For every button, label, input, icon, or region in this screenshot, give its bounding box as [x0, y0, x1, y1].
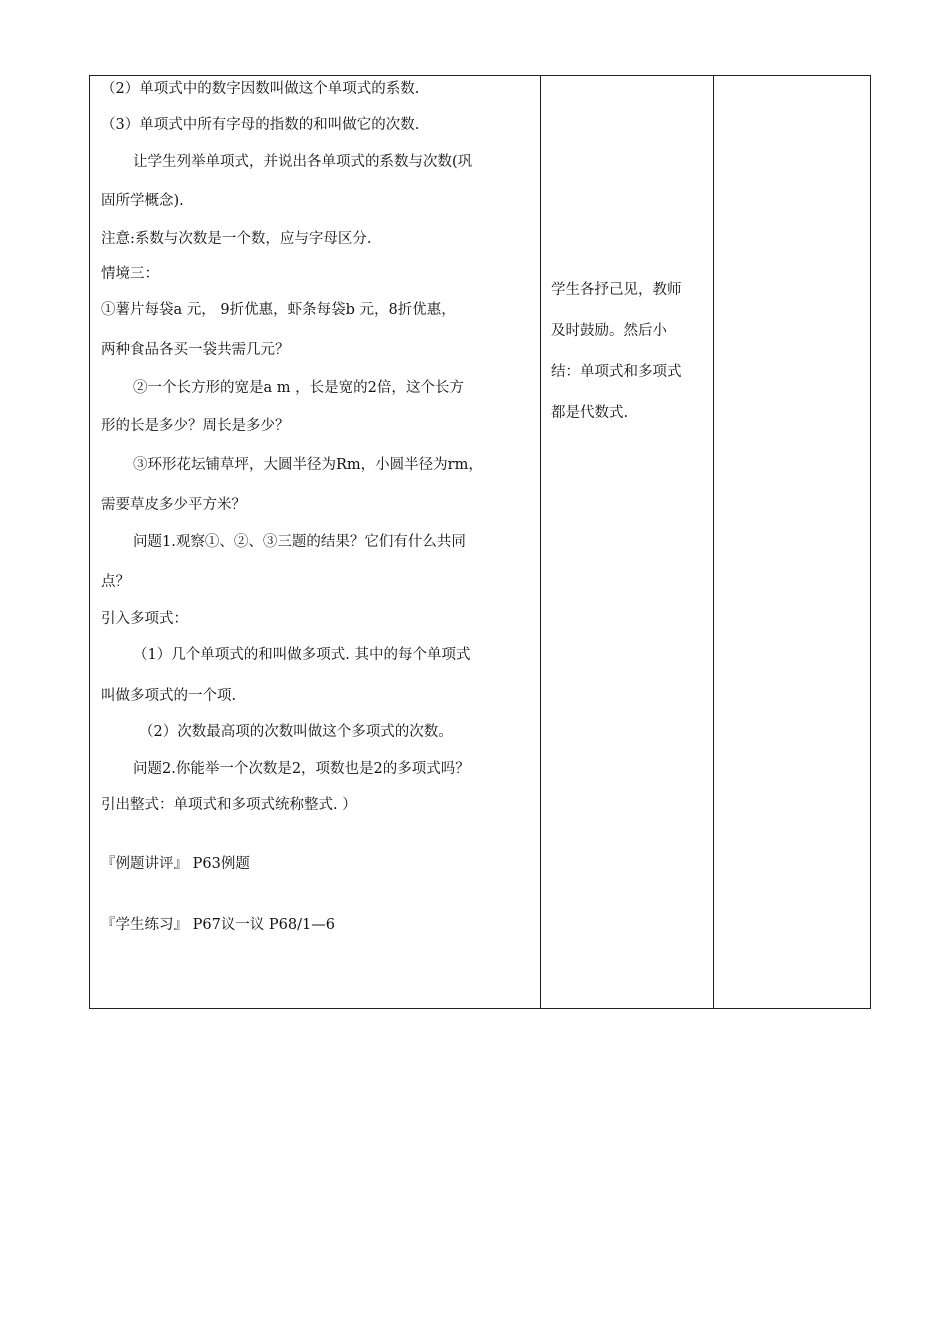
content-line: （3）单项式中所有字母的指数的和叫做它的次数. — [101, 117, 420, 133]
content-line: 问题1.观察①、②、③三题的结果？它们有什么共同 — [133, 534, 466, 550]
empty-cell — [714, 76, 871, 1009]
content-cell — [90, 76, 541, 1009]
content-line: 让学生列举单项式，并说出各单项式的系数与次数(巩 — [133, 154, 473, 170]
content-line: 『学生练习』 P67议一议 P68/1—6 — [101, 917, 335, 933]
content-line: 引出整式：单项式和多项式统称整式. ） — [101, 797, 357, 813]
content-line: 需要草皮多少平方米？ — [101, 497, 246, 513]
note-cell — [541, 76, 714, 1009]
content-line: 注意:系数与次数是一个数，应与字母区分. — [101, 231, 372, 247]
content-line: 两种食品各买一袋共需几元？ — [101, 342, 290, 358]
content-line: 固所学概念). — [101, 193, 184, 209]
content-line: 『例题讲评』 P63例题 — [101, 856, 250, 872]
content-line: ③环形花坛铺草坪，大圆半径为Rm，小圆半径为rm， — [133, 457, 483, 473]
content-line: （2）单项式中的数字因数叫做这个单项式的系数. — [101, 81, 420, 97]
content-line: 形的长是多少？周长是多少？ — [101, 418, 290, 434]
content-line: 点？ — [101, 574, 130, 590]
content-line: ①薯片每袋a 元， 9折优惠，虾条每袋b 元，8折优惠， — [101, 302, 456, 318]
content-line: 引入多项式： — [101, 611, 188, 627]
content-line: （1）几个单项式的和叫做多项式. 其中的每个单项式 — [133, 647, 471, 663]
table-row — [90, 76, 871, 1009]
content-line: 情境三： — [101, 266, 159, 282]
note-line: 学生各抒己见，教师 — [551, 282, 682, 298]
content-line: 叫做多项式的一个项. — [101, 688, 237, 704]
content-line: 问题2.你能举一个次数是2，项数也是2的多项式吗？ — [133, 761, 470, 777]
note-line: 都是代数式. — [551, 405, 629, 421]
note-line: 结：单项式和多项式 — [551, 364, 682, 380]
content-line: ②一个长方形的宽是a m ，长是宽的2倍，这个长方 — [133, 380, 464, 396]
content-line: （2）次数最高项的次数叫做这个多项式的次数。 — [139, 724, 453, 740]
note-line: 及时鼓励。然后小 — [551, 323, 667, 339]
lesson-table — [89, 75, 871, 1009]
